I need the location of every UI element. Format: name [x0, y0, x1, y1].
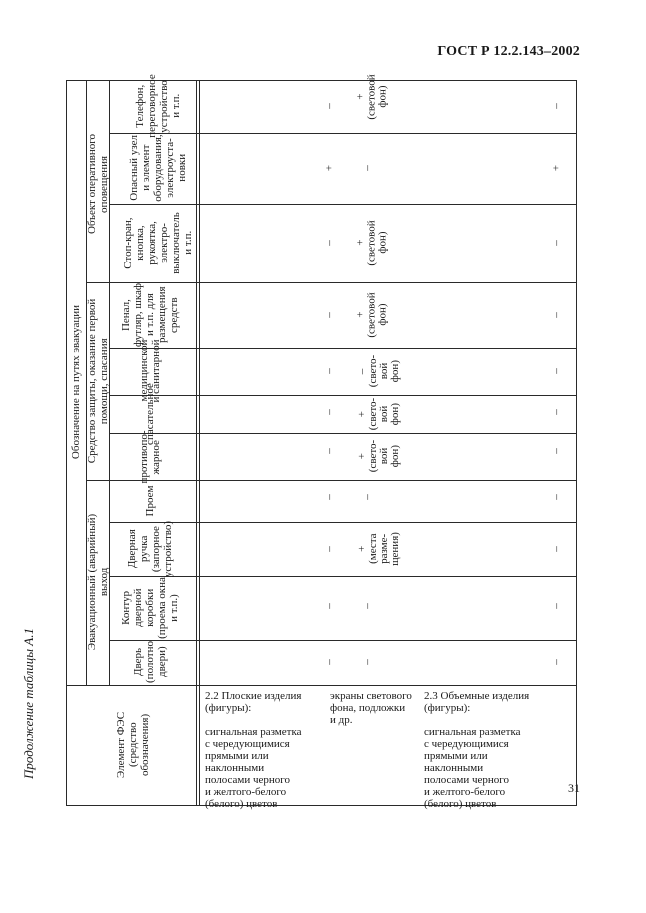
column-header-opening: Проем — [144, 485, 156, 517]
column-header-hazard-unit: Опасный узел и элемент оборудования, электроуста- новки — [128, 134, 188, 202]
column-header-door: Дверь (полотно двери) — [132, 641, 168, 683]
group-header-exit: Эвакуационный (аварийный) выход — [86, 513, 110, 651]
table-cell: – — [550, 240, 563, 246]
table-cell: – — [323, 368, 336, 374]
column-header-rescue: спасательное — [144, 383, 156, 445]
table-cell: + — [550, 164, 563, 172]
column-header-fire: противопо- жарное — [138, 430, 162, 484]
page-number: 31 — [568, 781, 580, 795]
table-cell: – — [323, 603, 336, 609]
table-cell: – — [550, 546, 563, 552]
table-cell: – — [323, 312, 336, 318]
table-cell: – — [550, 448, 563, 454]
table-cell: – (свето- вой фон) — [356, 354, 401, 388]
table-cell: + (свето- вой фон) — [356, 397, 401, 431]
table-cell: – — [361, 659, 374, 665]
table-cell: – — [323, 659, 336, 665]
table-cell: – — [550, 312, 563, 318]
table-cell: + (световой фон) — [354, 292, 389, 338]
group-header-protection: Средство защиты, оказание первой помощи, спасания — [86, 298, 110, 464]
group-header-evacuation-paths: Обозначение на путях эвакуации — [70, 304, 82, 460]
table-cell: – — [550, 659, 563, 665]
table-cell: – — [323, 409, 336, 415]
table-cell: – — [550, 603, 563, 609]
table-cell: – — [550, 494, 563, 500]
table-cell: – — [323, 494, 336, 500]
column-header-medical: медицинской и санитарной — [138, 339, 162, 403]
row-element-volume-marking: 2.3 Объемные изделия (фигуры): сигнальная разметка с чередующимися прямыми или наклонными полосами черного и желтого-белого (белого) цветов — [424, 690, 530, 810]
table-cell: – — [550, 409, 563, 415]
column-header-case: Пенал, футляр, шкаф и т.п. для размещения средств — [120, 282, 180, 348]
element-column-header: Элемент ФЭС (средство обозначения) — [115, 711, 151, 779]
table-cell: – — [361, 494, 374, 500]
column-header-door-frame: Контур дверной коробки (проема окна и т.п.) — [120, 577, 180, 639]
table-cell: – — [323, 240, 336, 246]
table-cell: – — [361, 603, 374, 609]
table-cell: + — [323, 164, 336, 172]
column-header-door-handle: Дверная ручка (запорное устройство) — [126, 520, 174, 578]
table-cell: + (места разме- щения) — [356, 532, 401, 566]
column-header-stop-button: Стоп-кран, кнопка, рукоятка, электро- выключатель и т.п. — [122, 212, 194, 274]
table-continuation-caption: Продолжение таблицы А.1 — [21, 628, 36, 779]
row-element-light-screens: экраны светового фона, подложки и др. — [330, 690, 412, 726]
table-cell: – — [323, 546, 336, 552]
table-cell: – — [361, 165, 374, 171]
table-cell: – — [323, 448, 336, 454]
row-element-flat-marking: 2.2 Плоские изделия (фигуры): сигнальная разметка с чередующимися прямыми или наклонными полосами черного и желтого-белого (белого) цветов — [205, 690, 302, 810]
table-cell: – — [550, 103, 563, 109]
column-header-telephone: Телефон, переговорное устройство и т.п. — [134, 74, 182, 138]
table-cell: – — [323, 103, 336, 109]
group-header-operational: Объект оперативного оповещения — [86, 134, 110, 234]
table-cell: + (свето- вой фон) — [356, 439, 401, 473]
standard-number: ГОСТ Р 12.2.143–2002 — [437, 44, 580, 59]
table-cell: + (световой фон) — [354, 74, 389, 120]
table-cell: + (световой фон) — [354, 220, 389, 266]
table-cell: – — [550, 368, 563, 374]
